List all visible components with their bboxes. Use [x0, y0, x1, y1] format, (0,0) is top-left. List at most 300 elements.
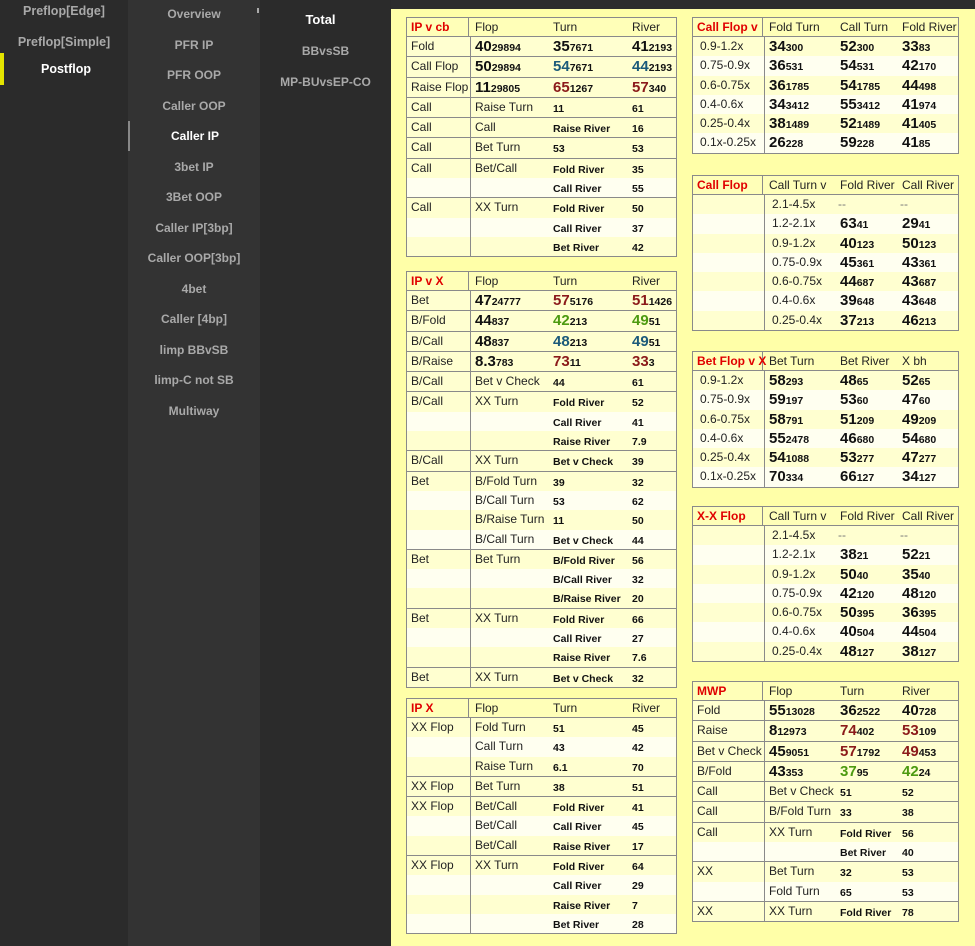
- river-count: 17: [632, 840, 644, 853]
- column-divider: [470, 352, 471, 371]
- column-header: X bh: [902, 354, 927, 368]
- river-value: 57340: [632, 78, 667, 96]
- flop-value: 4724777: [475, 292, 521, 309]
- row-label: Call: [411, 120, 432, 135]
- river-value: [632, 237, 644, 258]
- turn-count: Fold River: [553, 802, 605, 815]
- row-label: 0.4-0.6x: [772, 624, 816, 639]
- river-value: [632, 628, 644, 649]
- river-value: [632, 392, 644, 413]
- v2-count: 1785: [856, 80, 881, 93]
- nav-item-overview[interactable]: Overview: [167, 7, 221, 21]
- table-row: [407, 218, 676, 237]
- table-row-group: [407, 609, 676, 668]
- fold-river-value: 45361: [840, 253, 875, 271]
- column-divider: [470, 159, 471, 198]
- row-sublabel: B/Call Turn: [475, 492, 535, 507]
- v3-value: 4760: [902, 391, 931, 409]
- river-value: [632, 836, 644, 857]
- fold-river-value: 40504: [840, 623, 875, 641]
- river-count: 24: [918, 766, 931, 779]
- table-row: [693, 429, 958, 448]
- turn-value: 571792: [840, 742, 881, 760]
- river-value: [632, 472, 644, 493]
- row-label: Call: [697, 804, 718, 819]
- table-row: [407, 98, 676, 117]
- river-count: 50: [632, 515, 644, 528]
- v1-value: 58293: [769, 372, 804, 389]
- column-divider: [764, 823, 765, 862]
- river-value: [632, 218, 644, 239]
- row-label: B/Call: [411, 374, 444, 389]
- v2-count: 228: [856, 138, 875, 151]
- turn-count: 6.1: [553, 761, 568, 774]
- table-row: [693, 802, 958, 821]
- table-row-group: [407, 78, 676, 98]
- turn-value: 74402: [840, 722, 875, 740]
- river-count: 109: [918, 726, 937, 739]
- table-header: [407, 18, 676, 37]
- row-label: XX: [697, 864, 714, 879]
- table-row: [407, 668, 676, 687]
- river-value: [632, 737, 644, 758]
- turn-value: [553, 237, 599, 258]
- table-row: [407, 198, 676, 217]
- nav-item-limp-bbvsb[interactable]: limp BBvSB: [159, 342, 229, 357]
- v3-count: 83: [918, 42, 931, 54]
- row-label: Raise Flop: [411, 79, 469, 94]
- fold-river-count: 395: [856, 608, 875, 621]
- table-row: [407, 797, 676, 816]
- column-divider: [470, 451, 471, 470]
- v3-count: 60: [918, 395, 931, 408]
- v3-value: 5265: [902, 372, 931, 389]
- fold-river-value: 44687: [840, 273, 875, 291]
- row-sublabel: B/Fold Turn: [475, 473, 538, 488]
- nav-item-total[interactable]: Total: [305, 12, 336, 27]
- river-value: [902, 823, 914, 844]
- turn-value: [553, 718, 565, 739]
- column-header: River: [632, 20, 661, 34]
- table-row: [693, 448, 958, 467]
- row-label: 2.1-4.5x: [772, 197, 816, 211]
- river-value: 4951: [632, 332, 661, 350]
- v1-count: 1785: [785, 80, 810, 93]
- v1-count: 1489: [785, 119, 810, 132]
- river-value: 40728: [902, 702, 937, 719]
- row-sublabel: B/Fold Turn: [769, 804, 832, 819]
- table-row: [407, 550, 676, 569]
- row-label: Call: [411, 200, 432, 215]
- flop-count: 29894: [491, 62, 521, 75]
- river-count: 66: [632, 613, 644, 626]
- river-count: 20: [632, 593, 644, 606]
- tertiary-nav: [260, 0, 391, 946]
- table-row: [407, 895, 676, 914]
- table-row-group: [407, 98, 676, 118]
- v3-count: 209: [918, 414, 937, 427]
- river-count: 7: [632, 899, 638, 912]
- river-value: [632, 159, 644, 180]
- table-row: [407, 159, 676, 178]
- river-value: [632, 198, 644, 219]
- turn-value: [553, 412, 601, 433]
- column-header: Call River: [902, 509, 955, 523]
- turn-value: [840, 802, 852, 823]
- table-bet-flop-v-x: [692, 351, 959, 488]
- nav-item-bbvssb[interactable]: BBvsSB: [301, 44, 350, 58]
- table-row: [407, 628, 676, 647]
- v1-count: 197: [785, 395, 804, 408]
- river-count: 52: [902, 787, 914, 800]
- call-river-count: 687: [918, 277, 937, 290]
- turn-value: 42213: [553, 312, 588, 330]
- nav-item-preflop-edge[interactable]: Preflop[Edge]: [23, 4, 105, 18]
- turn-value: [553, 510, 564, 531]
- flop-count: 12973: [777, 726, 807, 739]
- river-value: [632, 550, 644, 571]
- v1-value: 59197: [769, 391, 804, 409]
- column-divider: [470, 668, 471, 687]
- column-header: Flop: [475, 20, 499, 34]
- turn-count: Bet v Check: [553, 534, 614, 547]
- call-river-value: 43687: [902, 273, 937, 291]
- turn-count: Raise River: [553, 840, 611, 853]
- turn-value: [553, 472, 565, 493]
- row-sublabel: Fold Turn: [769, 883, 820, 898]
- turn-count: 7671: [569, 42, 594, 54]
- row-sublabel: Raise Turn: [475, 758, 534, 773]
- table-row-group: [693, 782, 958, 802]
- turn-value: [553, 609, 604, 630]
- column-divider: [764, 701, 765, 720]
- river-count: 38: [902, 807, 914, 820]
- v1-value: 381489: [769, 115, 810, 133]
- row-label: Raise: [697, 723, 728, 738]
- v3-value: 49209: [902, 410, 937, 428]
- table-row: [407, 914, 676, 933]
- table-row: [693, 603, 958, 622]
- column-header: Fold River: [902, 20, 957, 34]
- v1-value: 343412: [769, 95, 810, 113]
- v3-value: 4185: [902, 134, 931, 152]
- turn-count: 53: [553, 143, 565, 156]
- river-count: 2193: [648, 62, 673, 75]
- table-row: [693, 762, 958, 781]
- call-river-value: 48120: [902, 584, 937, 602]
- row-sublabel: Bet Turn: [475, 551, 521, 566]
- table-row: [407, 138, 676, 157]
- flop-count: 29805: [490, 82, 521, 95]
- v3-value: 3383: [902, 38, 931, 55]
- row-label: B/Call: [411, 453, 444, 468]
- nav-item-preflop-simple[interactable]: Preflop[Simple]: [17, 35, 111, 49]
- column-divider: [470, 118, 471, 137]
- v1-value: 34300: [769, 38, 804, 55]
- table-row: [693, 371, 958, 390]
- call-river-count: 504: [918, 627, 937, 640]
- river-value: 333: [632, 352, 655, 370]
- flop-count: 29894: [491, 42, 521, 54]
- turn-count: Call River: [553, 821, 602, 834]
- turn-count: B/Raise River: [553, 593, 621, 606]
- row-sublabel: Bet/Call: [475, 799, 518, 814]
- nav-item-3bet-ip[interactable]: 3bet IP: [174, 159, 214, 174]
- table-row-group: [407, 138, 676, 158]
- column-divider: [764, 721, 765, 740]
- turn-count: Fold River: [553, 613, 605, 626]
- table-row: [693, 272, 958, 291]
- turn-value: [553, 777, 565, 798]
- flop-count: 837: [491, 316, 510, 329]
- row-label: 0.25-0.4x: [772, 312, 823, 327]
- call-river-value: 43648: [902, 292, 937, 310]
- row-label: Call: [697, 824, 718, 839]
- v3-value: 34127: [902, 468, 937, 486]
- row-label: Call: [411, 140, 432, 155]
- column-header: Call Turn v: [769, 509, 827, 523]
- v3-count: 65: [918, 376, 931, 388]
- table-row: [693, 545, 958, 564]
- table-row: [407, 332, 676, 351]
- call-river-count: 213: [918, 315, 937, 328]
- river-count: 16: [632, 123, 644, 136]
- river-count: 52: [632, 397, 644, 410]
- turn-count: Raise River: [553, 899, 611, 912]
- v2-value: 541785: [840, 76, 881, 94]
- column-divider: [764, 371, 765, 487]
- v3-count: 680: [918, 433, 937, 446]
- turn-count: 402: [856, 726, 875, 739]
- river-count: 62: [632, 495, 644, 508]
- nav-item-caller-oop[interactable]: Caller OOP: [162, 98, 226, 113]
- column-divider: [470, 198, 471, 256]
- turn-count: 1792: [856, 746, 881, 759]
- column-header: Bet River: [840, 354, 890, 368]
- nav-item-mp-buvsep-co[interactable]: MP-BUvsEP-CO: [280, 75, 371, 89]
- turn-value: [553, 198, 604, 219]
- table-row: [693, 291, 958, 310]
- river-value: 442193: [632, 58, 673, 76]
- turn-value: [553, 218, 601, 239]
- fold-river-count: 21: [856, 550, 869, 563]
- table-row: [407, 588, 676, 607]
- column-divider: [470, 291, 471, 310]
- table-row: [407, 491, 676, 510]
- row-sublabel: Call Turn: [475, 739, 524, 754]
- v1-count: 1088: [785, 453, 810, 466]
- column-divider: [470, 57, 471, 76]
- call-river-value: 50123: [902, 234, 937, 252]
- turn-count: 44: [553, 377, 565, 390]
- nav-item-limp-c-not-sb[interactable]: limp-C not SB: [154, 373, 234, 387]
- v2-count: 277: [856, 453, 875, 466]
- table-row: [407, 37, 676, 56]
- row-sublabel: Bet v Check: [475, 374, 540, 389]
- table-header: [407, 699, 676, 718]
- row-label: Bet: [411, 669, 430, 684]
- turn-value: 48213: [553, 332, 588, 350]
- nav-item-caller-4bp[interactable]: Caller [4bp]: [160, 312, 227, 326]
- v2-value: 54531: [840, 57, 875, 75]
- river-value: [632, 412, 644, 433]
- v2-value: 51209: [840, 410, 875, 428]
- table-title: Call Flop: [693, 176, 763, 194]
- flop-value: 43353: [769, 762, 804, 780]
- turn-count: 11: [553, 515, 565, 528]
- fold-river-value: 5040: [840, 565, 869, 583]
- v1-value: 70334: [769, 468, 804, 486]
- table-row: [407, 237, 676, 256]
- turn-count: Fold River: [553, 163, 605, 176]
- v1-count: 293: [785, 376, 804, 388]
- river-count: 28: [632, 918, 644, 931]
- river-count: 340: [648, 82, 667, 95]
- table-row-group: [693, 902, 958, 921]
- turn-value: [840, 842, 886, 863]
- nav-item-multiway[interactable]: Multiway: [168, 403, 220, 418]
- table-header: [693, 507, 958, 526]
- river-value: [902, 842, 914, 863]
- column-divider: [470, 392, 471, 450]
- v2-value: 4865: [840, 372, 869, 389]
- table-row: [407, 530, 676, 549]
- nav-item-postflop[interactable]: Postflop: [0, 53, 128, 85]
- flop-count: 13028: [785, 706, 815, 718]
- table-row-group: [407, 668, 676, 687]
- row-sublabel: XX Turn: [475, 858, 519, 873]
- row-label: 0.75-0.9x: [772, 585, 823, 600]
- fold-river-value: 48127: [840, 642, 875, 660]
- v3-count: 974: [918, 99, 937, 112]
- nav-item-3bet-oop[interactable]: 3Bet OOP: [165, 190, 222, 204]
- table-call-flop: [692, 175, 959, 331]
- row-label: Call Flop: [411, 59, 459, 74]
- row-label: 0.25-0.4x: [772, 643, 823, 658]
- turn-value: 362522: [840, 702, 881, 719]
- river-count: 32: [632, 672, 644, 685]
- table-row-group: [693, 762, 958, 782]
- turn-count: 213: [569, 336, 588, 349]
- fold-river-value: 37213: [840, 311, 875, 329]
- column-header: Bet Turn: [769, 354, 815, 368]
- fold-river-count: 504: [856, 627, 875, 640]
- column-header: Call Turn v: [769, 178, 827, 192]
- turn-value: 651267: [553, 78, 594, 96]
- table-row: [693, 584, 958, 603]
- v2-value: 5360: [840, 391, 869, 409]
- v3-count: 405: [918, 119, 937, 132]
- nav-item-pfr-ip[interactable]: PFR IP: [174, 37, 214, 52]
- table-title: IP v X: [407, 272, 469, 290]
- row-label: 0.1x-0.25x: [700, 469, 757, 484]
- turn-count: Bet v Check: [553, 456, 614, 469]
- row-label: B/Call: [411, 333, 444, 348]
- fold-river-value: 42120: [840, 584, 875, 602]
- river-count: 53: [902, 886, 914, 899]
- table-title: IP X: [407, 699, 469, 717]
- table-row: [407, 856, 676, 875]
- river-count: 32: [632, 476, 644, 489]
- table-row: [407, 78, 676, 97]
- nav-item-caller-ip[interactable]: Caller IP: [128, 121, 260, 151]
- river-value: [632, 609, 644, 630]
- row-label: Call: [411, 160, 432, 175]
- river-count: 42: [632, 742, 644, 755]
- turn-count: 11: [569, 356, 581, 369]
- v1-value: 36531: [769, 57, 804, 75]
- column-divider: [470, 98, 471, 117]
- table-row: [693, 311, 958, 330]
- table-row: [693, 56, 958, 75]
- table-header: [693, 176, 958, 195]
- table-row-group: [407, 118, 676, 138]
- row-label: XX Flop: [411, 720, 454, 734]
- turn-value: [840, 823, 891, 844]
- v3-count: 277: [918, 453, 937, 466]
- table-row-group: [407, 472, 676, 550]
- table-mwp: [692, 681, 959, 922]
- call-river-count: 21: [918, 550, 931, 563]
- river-count: 7.9: [632, 436, 647, 449]
- turn-count: Raise River: [553, 436, 611, 449]
- flop-value: 8.3783: [475, 352, 514, 370]
- table-row-group: [407, 159, 676, 199]
- table-row: [693, 823, 958, 842]
- v2-count: 680: [856, 433, 875, 446]
- river-count: 78: [902, 906, 914, 919]
- table-row: [407, 816, 676, 835]
- table-row: [693, 842, 958, 861]
- nav-item-4bet[interactable]: 4bet: [181, 281, 207, 296]
- row-sublabel: Raise Turn: [475, 99, 534, 114]
- turn-value: [553, 647, 610, 668]
- row-label: 0.6-0.75x: [772, 605, 823, 620]
- turn-count: Fold River: [840, 827, 892, 840]
- flop-value: 4029894: [475, 38, 521, 55]
- flop-value: 459051: [769, 742, 810, 760]
- row-sublabel: XX Turn: [769, 903, 813, 918]
- nav-item-pfr-oop[interactable]: PFR OOP: [166, 68, 221, 82]
- call-river-value: 44504: [902, 623, 937, 641]
- row-label: 0.4-0.6x: [700, 430, 744, 445]
- fold-river-count: 40: [856, 569, 869, 582]
- v2-value: 59228: [840, 134, 875, 152]
- turn-value: [553, 836, 610, 857]
- river-count: 728: [918, 706, 937, 718]
- table-row: [407, 412, 676, 431]
- row-label: 0.9-1.2x: [772, 566, 816, 581]
- flop-count: 9051: [785, 746, 810, 759]
- table-ip-v-cb: [406, 17, 677, 257]
- river-value: [632, 895, 638, 916]
- table-x-x-flop: [692, 506, 959, 662]
- call-river-value: 38127: [902, 642, 937, 660]
- nav-item-caller-oop-3bp[interactable]: Caller OOP[3bp]: [147, 251, 241, 265]
- row-label: 0.4-0.6x: [700, 96, 744, 111]
- nav-item-caller-ip-3bp[interactable]: Caller IP[3bp]: [155, 220, 233, 235]
- column-divider: [764, 782, 765, 801]
- river-value: 49453: [902, 742, 937, 760]
- river-value: [632, 491, 644, 512]
- table-row: [407, 836, 676, 855]
- turn-count: 32: [840, 867, 852, 880]
- turn-value: [840, 902, 891, 923]
- row-label: 1.2-2.1x: [772, 216, 816, 231]
- table-row: [407, 311, 676, 330]
- river-count: 64: [632, 861, 644, 874]
- column-header: Turn: [840, 684, 865, 698]
